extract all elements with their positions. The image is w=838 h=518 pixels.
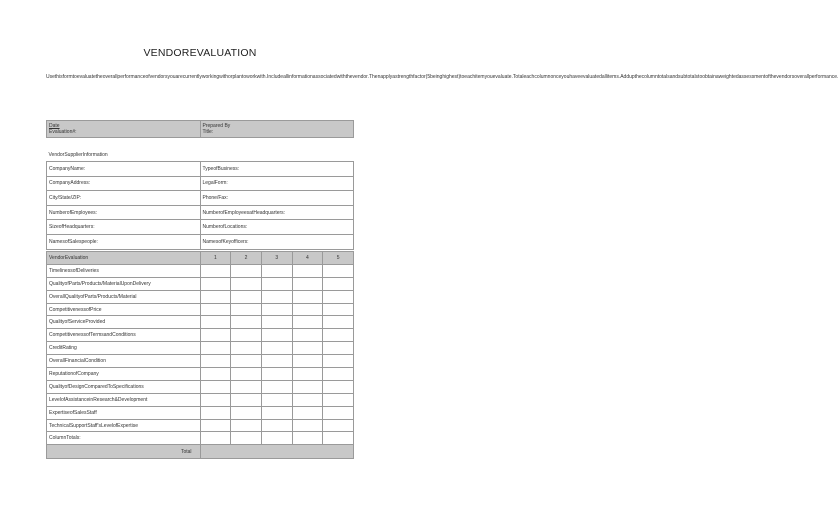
rating-cell[interactable] <box>231 329 262 342</box>
rating-cell[interactable] <box>200 406 231 419</box>
company-address-field[interactable]: CompanyAddress: <box>47 176 201 191</box>
criteria-row <box>47 380 354 393</box>
date-evaluation-cell[interactable] <box>47 121 201 138</box>
criteria-row <box>47 406 354 419</box>
criteria-row <box>47 303 354 316</box>
evaluation-header-row <box>47 252 354 265</box>
rating-cell[interactable] <box>292 355 323 368</box>
criteria-row <box>47 277 354 290</box>
rating-cell[interactable] <box>292 393 323 406</box>
criteria-label: LevelofAssistanceinResearch&Development <box>47 393 201 406</box>
phone-fax-field[interactable]: Phone/Fax: <box>200 191 354 206</box>
document-title: VENDOREVALUATION <box>143 47 257 59</box>
criteria-label: CompetitivenessofTermsandConditions <box>47 329 201 342</box>
rating-cell[interactable] <box>261 368 292 381</box>
number-of-locations-field[interactable]: NumberofLocations: <box>200 220 354 235</box>
total-label: Total <box>47 445 201 459</box>
criteria-label: CreditRating <box>47 342 201 355</box>
evaluation-number-label: Evaluation#: <box>49 129 77 135</box>
criteria-row <box>47 419 354 432</box>
vendor-info-section-label: VendorSupplierInformation <box>47 149 354 162</box>
evaluation-table <box>46 251 354 459</box>
rating-cell[interactable] <box>292 303 323 316</box>
rating-cell[interactable] <box>323 277 354 290</box>
rating-column-header: 5 <box>323 252 354 265</box>
rating-cell[interactable] <box>323 419 354 432</box>
rating-cell[interactable] <box>231 355 262 368</box>
criteria-label: OverallQualityofParts/Products/Material <box>47 290 201 303</box>
rating-cell[interactable] <box>292 342 323 355</box>
criteria-row <box>47 355 354 368</box>
prepared-by-label: Prepared By <box>202 122 231 129</box>
rating-cell[interactable] <box>261 355 292 368</box>
title-label: Title: <box>202 129 214 135</box>
rating-cell[interactable] <box>231 303 262 316</box>
type-of-business-field[interactable]: TypeofBusiness: <box>200 162 354 177</box>
rating-cell[interactable] <box>261 316 292 329</box>
rating-cell[interactable] <box>200 290 231 303</box>
rating-cell[interactable] <box>200 380 231 393</box>
criteria-row <box>47 264 354 277</box>
rating-cell[interactable] <box>200 329 231 342</box>
column-total-cell[interactable] <box>200 432 231 445</box>
rating-cell[interactable] <box>261 303 292 316</box>
column-totals-label: ColumnTotals: <box>47 432 201 445</box>
legal-form-field[interactable]: LegalForm: <box>200 176 354 191</box>
rating-cell[interactable] <box>261 264 292 277</box>
criteria-row <box>47 342 354 355</box>
rating-column-header: 2 <box>231 252 262 265</box>
rating-cell[interactable] <box>231 406 262 419</box>
criteria-label: TechnicalSupportStaff'sLevelofExpertise <box>47 419 201 432</box>
criteria-label: QualityofServiceProvided <box>47 316 201 329</box>
rating-cell[interactable] <box>292 277 323 290</box>
rating-cell[interactable] <box>292 316 323 329</box>
rating-cell[interactable] <box>323 380 354 393</box>
rating-cell[interactable] <box>323 355 354 368</box>
rating-cell[interactable] <box>292 290 323 303</box>
rating-cell[interactable] <box>231 264 262 277</box>
rating-cell[interactable] <box>231 277 262 290</box>
rating-cell[interactable] <box>292 419 323 432</box>
column-total-cell[interactable] <box>323 432 354 445</box>
criteria-row <box>47 329 354 342</box>
rating-cell[interactable] <box>292 380 323 393</box>
rating-column-header: 1 <box>200 252 231 265</box>
column-total-cell[interactable] <box>231 432 262 445</box>
rating-column-header: 3 <box>261 252 292 265</box>
header-table <box>46 120 354 138</box>
rating-cell[interactable] <box>261 380 292 393</box>
number-of-employees-field[interactable]: NumberofEmployees: <box>47 205 201 220</box>
prepared-by-cell[interactable] <box>200 121 354 138</box>
rating-cell[interactable] <box>323 368 354 381</box>
rating-cell[interactable] <box>231 419 262 432</box>
rating-cell[interactable] <box>261 406 292 419</box>
rating-cell[interactable] <box>261 329 292 342</box>
rating-cell[interactable] <box>261 393 292 406</box>
criteria-label: TimelinessofDeliveries <box>47 264 201 277</box>
rating-cell[interactable] <box>231 342 262 355</box>
rating-cell[interactable] <box>200 419 231 432</box>
grand-total-cell[interactable] <box>200 445 353 459</box>
rating-cell[interactable] <box>200 368 231 381</box>
criteria-row <box>47 290 354 303</box>
criteria-row <box>47 368 354 381</box>
rating-cell[interactable] <box>323 303 354 316</box>
rating-column-header: 4 <box>292 252 323 265</box>
rating-cell[interactable] <box>231 380 262 393</box>
grand-total-row <box>47 445 354 459</box>
rating-cell[interactable] <box>200 303 231 316</box>
rating-cell[interactable] <box>231 368 262 381</box>
rating-cell[interactable] <box>200 393 231 406</box>
rating-cell[interactable] <box>200 316 231 329</box>
vendor-info-table <box>46 149 354 250</box>
rating-cell[interactable] <box>231 393 262 406</box>
rating-cell[interactable] <box>200 264 231 277</box>
rating-cell[interactable] <box>292 368 323 381</box>
criteria-label: QualityofParts/Products/MaterialUponDelivery <box>47 277 201 290</box>
date-label: Date <box>49 122 60 129</box>
column-totals-row <box>47 432 354 445</box>
rating-cell[interactable] <box>261 342 292 355</box>
rating-cell[interactable] <box>200 277 231 290</box>
rating-cell[interactable] <box>231 290 262 303</box>
rating-cell[interactable] <box>323 290 354 303</box>
criteria-label: CompetitivenessofPrice <box>47 303 201 316</box>
vendor-evaluation-header: VendorEvaluation <box>47 252 201 265</box>
column-total-cell[interactable] <box>261 432 292 445</box>
rating-cell[interactable] <box>261 290 292 303</box>
key-officers-field[interactable]: NamesofKeyofficers: <box>200 234 354 249</box>
criteria-label: ReputationofCompany <box>47 368 201 381</box>
salespeople-field[interactable]: NamesofSalespeople: <box>47 234 201 249</box>
rating-cell[interactable] <box>292 329 323 342</box>
intro-paragraph: Usethisformtoevaluatetheoverallperformanceofvendorsyouarecurrentlyworkingwithorplantoworkwith.Includeallinformationassociatedwiththevendor.Thenapplyastrengthfactor(5beinghighest)toeachitemyouevaluate.Totaleachcolumnonceyouhaveevaluatedallitems.Addupthecolumntotalsandsubtotalstoobtainaweightedassessmentofthevendorsoverallperformance. <box>46 74 838 80</box>
rating-cell[interactable] <box>261 419 292 432</box>
rating-cell[interactable] <box>231 316 262 329</box>
size-of-hq-field[interactable]: SizeofHeadquarters: <box>47 220 201 235</box>
column-total-cell[interactable] <box>292 432 323 445</box>
rating-cell[interactable] <box>323 316 354 329</box>
rating-cell[interactable] <box>323 393 354 406</box>
rating-cell[interactable] <box>323 406 354 419</box>
rating-cell[interactable] <box>323 329 354 342</box>
rating-cell[interactable] <box>323 264 354 277</box>
criteria-label: QualityofDesignComparedToSpecifications <box>47 380 201 393</box>
rating-cell[interactable] <box>323 342 354 355</box>
criteria-row <box>47 316 354 329</box>
rating-cell[interactable] <box>292 264 323 277</box>
criteria-label: ExpertiseofSalesStaff <box>47 406 201 419</box>
criteria-row <box>47 393 354 406</box>
company-name-field[interactable]: CompanyName: <box>47 162 201 177</box>
rating-cell[interactable] <box>261 277 292 290</box>
rating-cell[interactable] <box>200 355 231 368</box>
rating-cell[interactable] <box>292 406 323 419</box>
city-state-zip-field[interactable]: City/State/ZIP: <box>47 191 201 206</box>
rating-cell[interactable] <box>200 342 231 355</box>
criteria-label: OverallFinancialCondition <box>47 355 201 368</box>
employees-at-hq-field[interactable]: NumberofEmployeesatHeadquarters: <box>200 205 354 220</box>
